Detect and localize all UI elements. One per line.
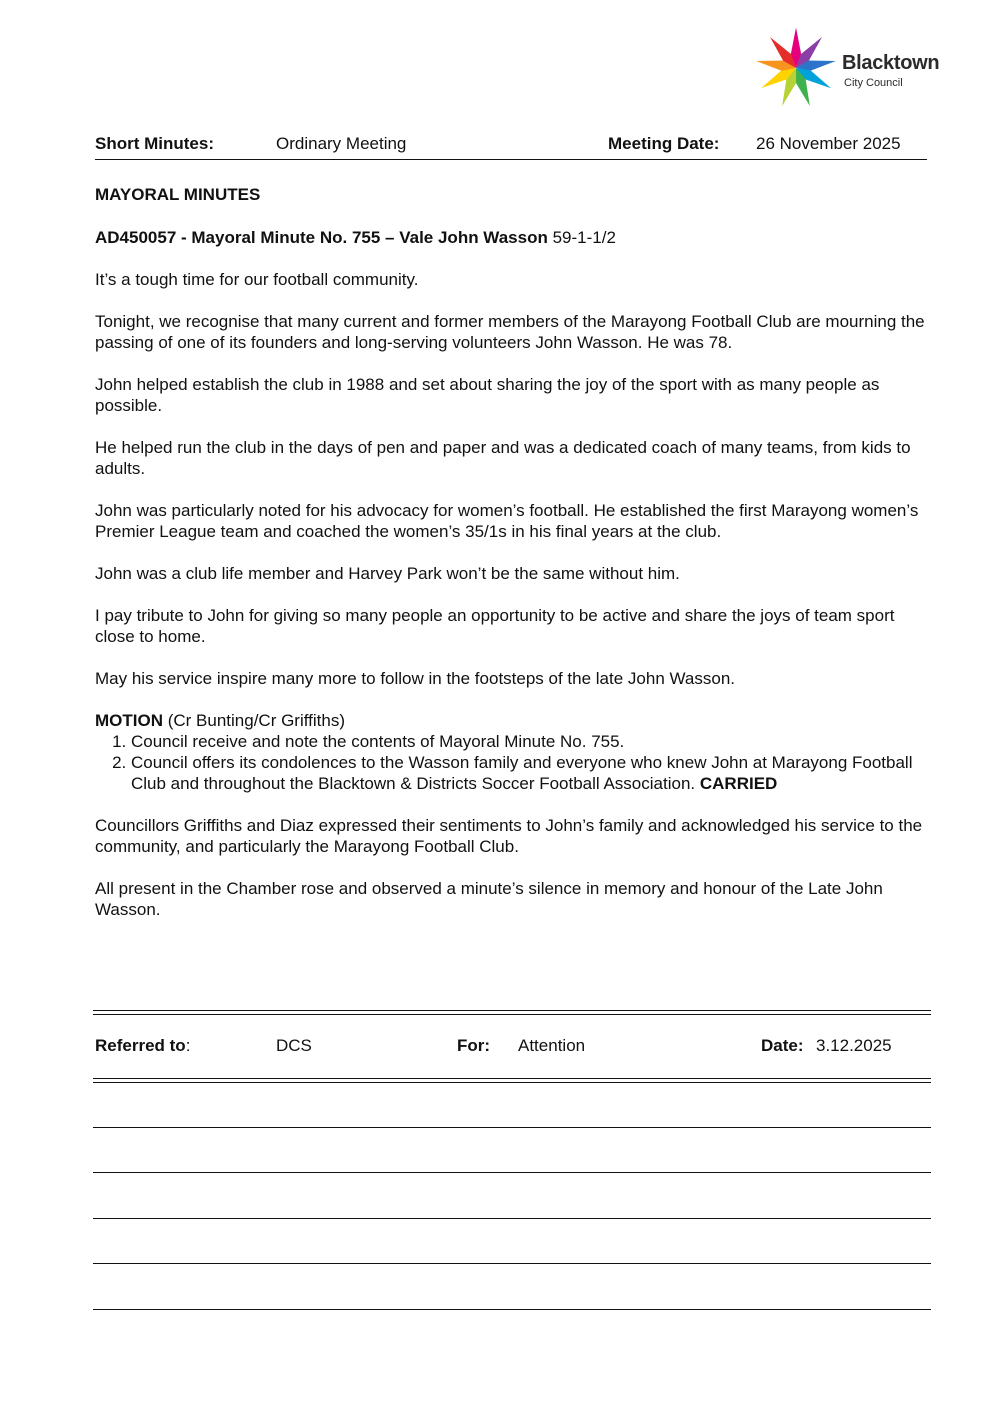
motion-item: [131, 752, 935, 794]
for-value: Attention: [518, 1036, 586, 1055]
meeting-header: [95, 133, 927, 160]
item-title: [95, 227, 935, 248]
paragraph: John was particularly noted for his advocacy for women’s football. He established the first Marayong women’s Premier League team and coached the women’s 35/1s in his final years at the club.: [95, 501, 919, 541]
motion-result: CARRIED: [699, 774, 778, 793]
notes-line: [93, 1172, 931, 1173]
for-label: For:: [457, 1036, 491, 1055]
date-label: Date:: [761, 1036, 804, 1055]
divider-bottom: [93, 1078, 931, 1083]
paragraph: John was a club life member and Harvey Park won’t be the same without him.: [95, 564, 680, 583]
motion-label: MOTION: [95, 711, 163, 730]
logo-name: Blacktown: [842, 52, 940, 74]
meeting-date-label: Meeting Date:: [608, 134, 720, 153]
motion-list: [95, 731, 935, 794]
meeting-type: Ordinary Meeting: [276, 134, 407, 153]
paragraph: John helped establish the club in 1988 and set about sharing the joy of the sport with as many people as possible.: [95, 375, 880, 415]
motion-item-text: Council offers its condolences to the Wasson family and everyone who knew John at Marayong Football Club and throughout the Blacktown & Districts Soccer Football Association.: [131, 753, 913, 793]
notes-line: [93, 1218, 931, 1219]
motion-item-text: Council receive and note the contents of Mayoral Minute No. 755.: [131, 732, 625, 751]
paragraph: It’s a tough time for our football community.: [95, 270, 419, 289]
notes-line: [93, 1263, 931, 1264]
minutes-body: [95, 133, 935, 920]
paragraph: I pay tribute to John for giving so many people an opportunity to be active and share the joys of team sport close to home.: [95, 606, 895, 646]
item-title-bold: AD450057 - Mayoral Minute No. 755 – Vale John Wasson: [95, 228, 548, 247]
date-value: 3.12.2025: [816, 1036, 892, 1055]
closing-paragraph: All present in the Chamber rose and observed a minute’s silence in memory and honour of the Late John Wasson.: [95, 879, 883, 919]
meeting-date: 26 November 2025: [756, 134, 901, 153]
motion-item: [131, 731, 935, 752]
motion-heading: [95, 710, 935, 731]
closing-paragraph: Councillors Griffiths and Diaz expressed their sentiments to John’s family and acknowledged his service to the community, and particularly the Marayong Football Club.: [95, 816, 923, 856]
item-file-ref: 59-1-1/2: [547, 228, 616, 247]
divider-top: [93, 1010, 931, 1015]
referral-row: [95, 1036, 935, 1058]
short-minutes-label: Short Minutes:: [95, 134, 214, 153]
referred-to-value: DCS: [276, 1036, 312, 1055]
section-title: MAYORAL MINUTES: [95, 185, 261, 204]
paragraph: May his service inspire many more to follow in the footsteps of the late John Wasson.: [95, 669, 735, 688]
referred-to-label: Referred to :: [95, 1036, 191, 1055]
notes-line: [93, 1127, 931, 1128]
star-logo-icon: [750, 22, 842, 114]
council-logo: [750, 22, 950, 118]
paragraph: He helped run the club in the days of pen and paper and was a dedicated coach of many teams, from kids to adults.: [95, 438, 911, 478]
paragraph: Tonight, we recognise that many current and former members of the Marayong Football Club are mourning the passing of one of its founders and long-serving volunteers John Wasson. He was 78.: [95, 312, 925, 352]
motion-movers: (Cr Bunting/Cr Griffiths): [163, 711, 346, 730]
notes-line: [93, 1309, 931, 1310]
logo-subtitle: City Council: [844, 77, 903, 89]
motion-block: [95, 710, 935, 794]
